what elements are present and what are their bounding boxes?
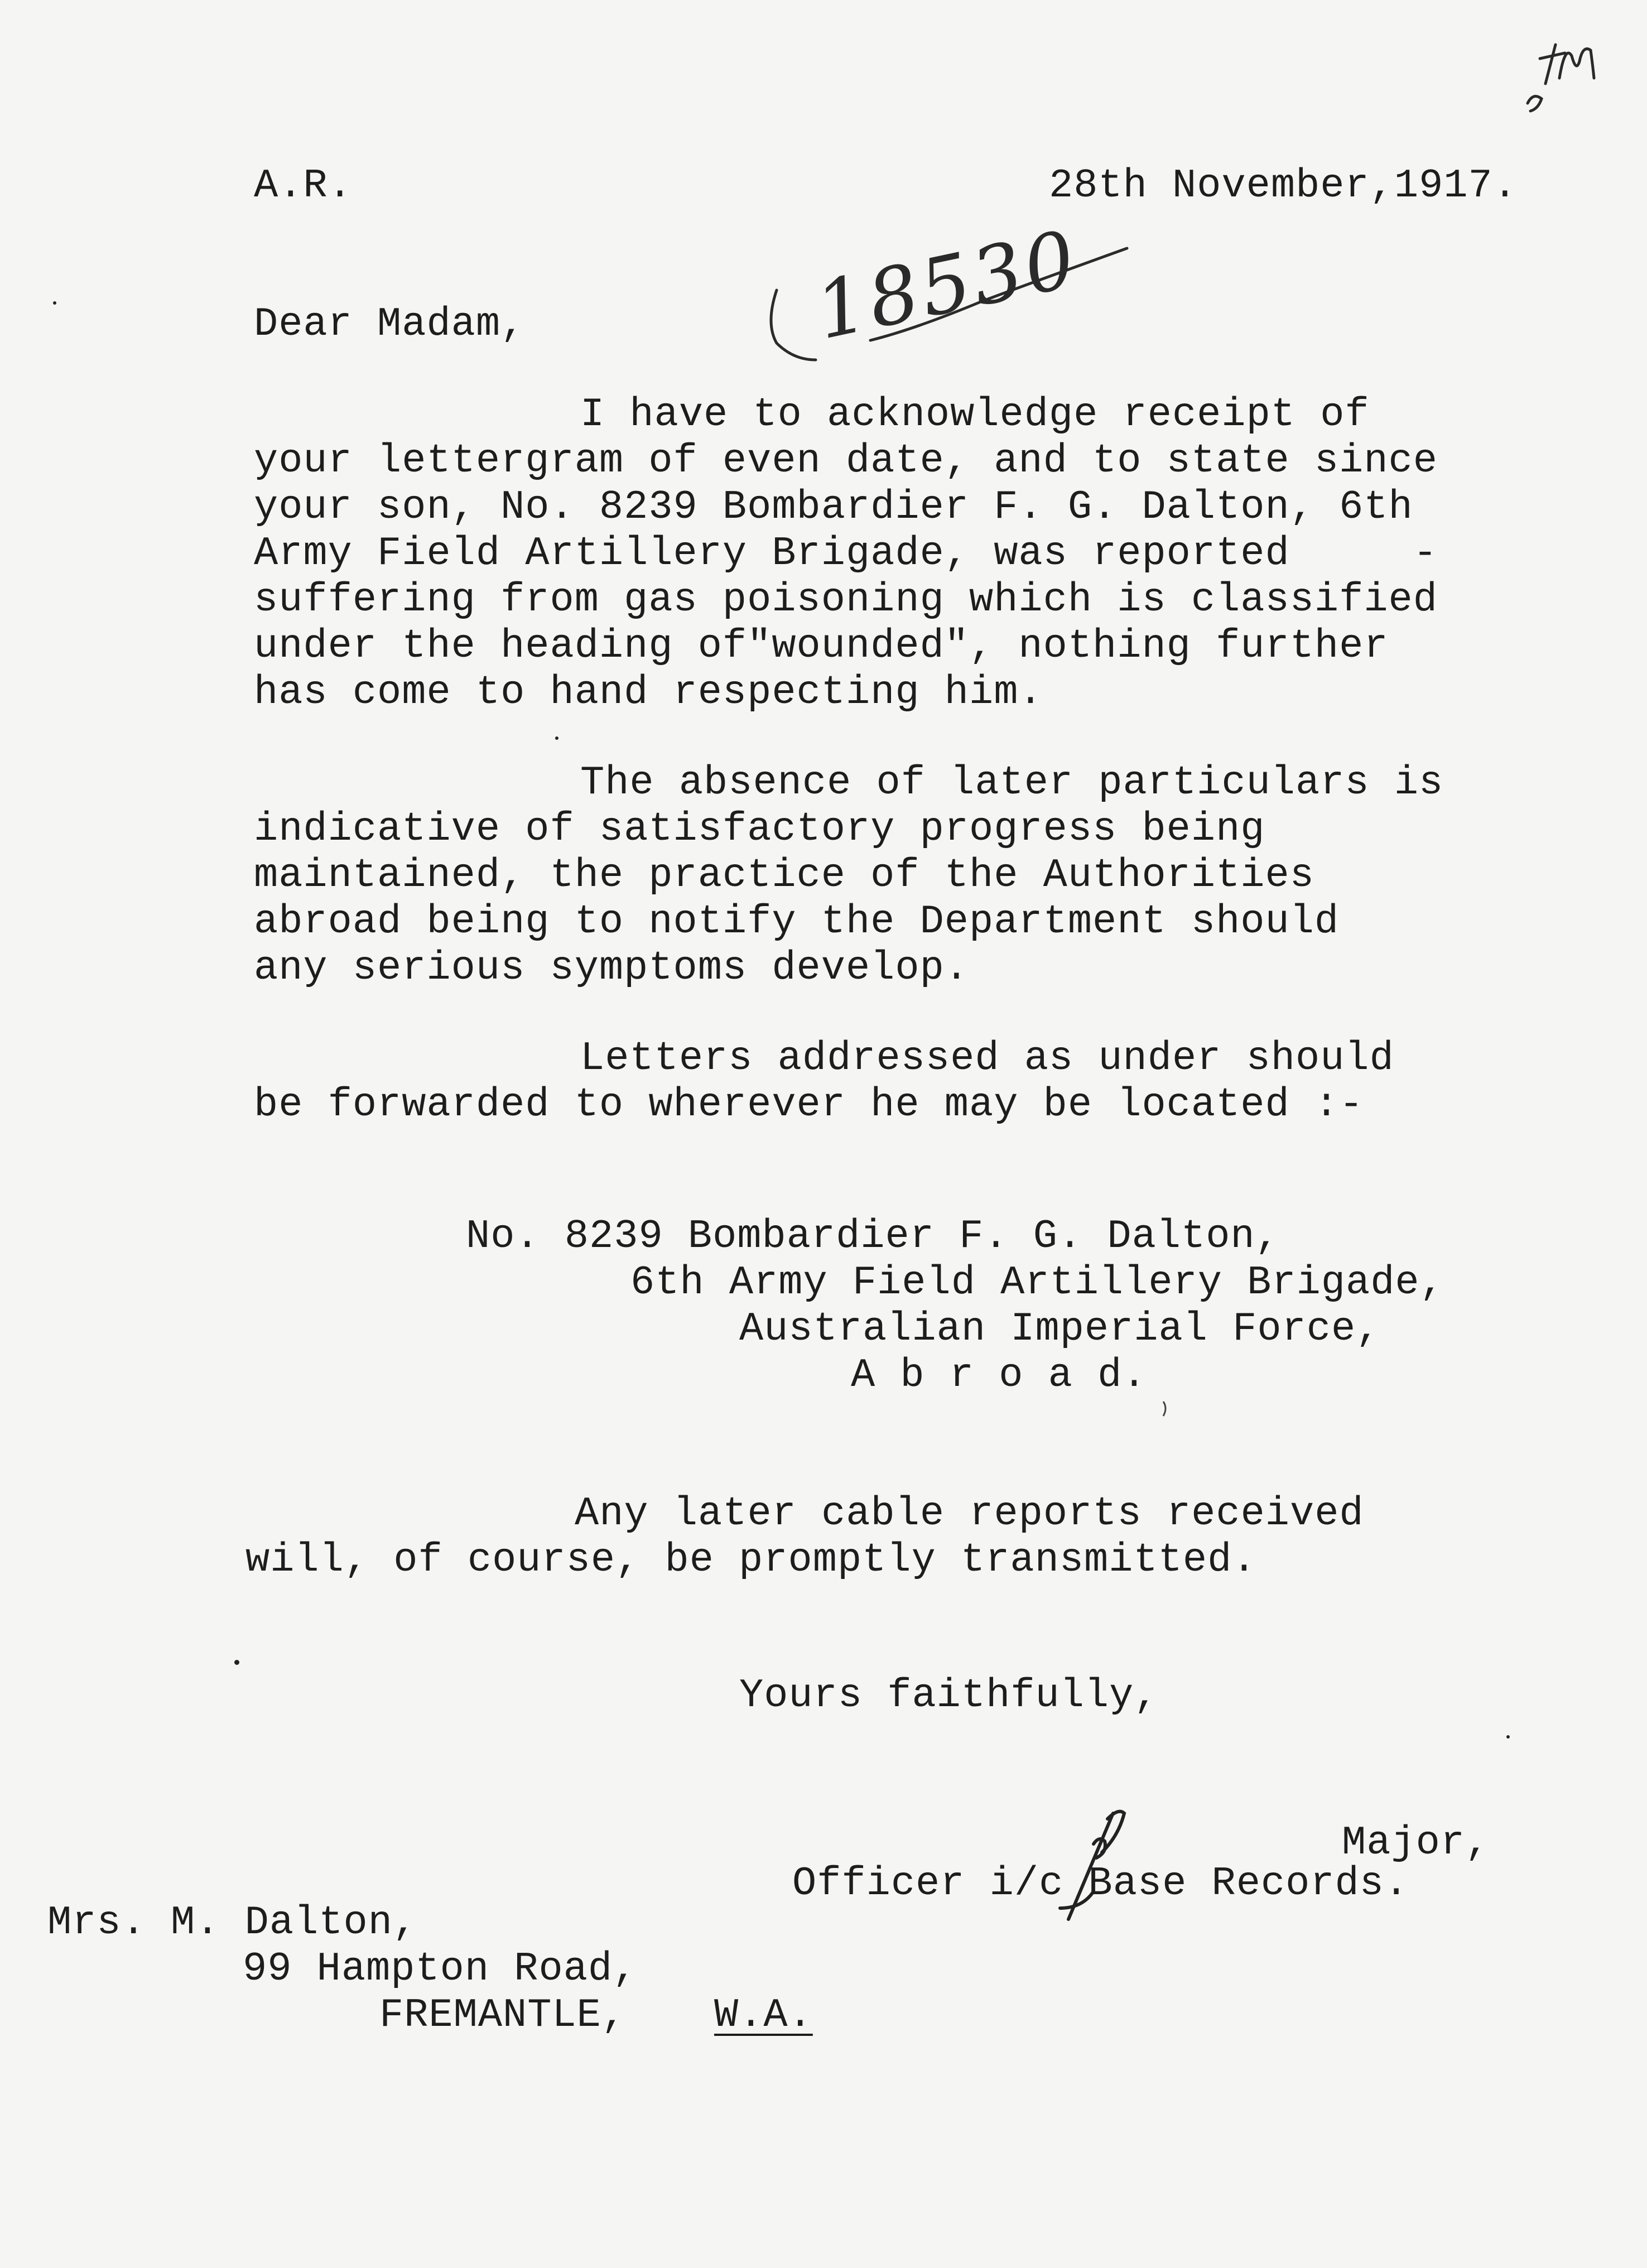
letter-date: 28th November,1917.	[1049, 163, 1518, 209]
recipient-state: W.A.	[714, 1992, 813, 2038]
paragraph-line: Letters addressed as under should	[580, 1036, 1394, 1081]
paragraph-line: under the heading of"wounded", nothing further	[254, 623, 1389, 669]
address-line: 6th Army Field Artillery Brigade,	[630, 1260, 1444, 1306]
paper-speck	[555, 736, 558, 740]
paper-speck	[1506, 1735, 1510, 1739]
paragraph-line: I have to acknowledge receipt of	[580, 392, 1370, 437]
paragraph-line: The absence of later particulars is	[580, 760, 1444, 806]
closing: Yours faithfully,	[739, 1673, 1159, 1718]
paragraph-line: be forwarded to wherever he may be located :-	[254, 1082, 1364, 1128]
paper-speck	[53, 301, 56, 305]
paragraph-line: maintained, the practice of the Authorities	[254, 853, 1314, 898]
paragraph-line: will, of course, be promptly transmitted.	[245, 1537, 1257, 1583]
reference-code: A.R.	[254, 163, 353, 209]
recipient-street: 99 Hampton Road,	[243, 1946, 638, 1992]
paragraph-line: any serious symptoms develop.	[254, 945, 970, 991]
paragraph-line: has come to hand respecting him.	[254, 670, 1043, 715]
address-line: A b r o a d.	[851, 1352, 1147, 1398]
ink-tick	[1163, 1402, 1166, 1416]
paragraph-line: suffering from gas poisoning which is classified	[254, 577, 1438, 623]
paragraph-line: indicative of satisfactory progress being	[254, 806, 1265, 852]
recipient-name: Mrs. M. Dalton,	[47, 1900, 418, 1946]
handwritten-number: 18530	[808, 213, 1087, 358]
address-line: Australian Imperial Force,	[739, 1306, 1381, 1352]
paragraph-line: abroad being to notify the Department should	[254, 899, 1340, 945]
paragraph-line: Any later cable reports received	[575, 1491, 1364, 1537]
paragraph-line: Army Field Artillery Brigade, was reported -	[254, 531, 1438, 576]
signature-rank: Major,	[1342, 1820, 1490, 1866]
paper-speck	[234, 1660, 239, 1665]
signature-title: Officer i/c Base Records.	[792, 1861, 1409, 1906]
salutation: Dear Madam,	[254, 301, 526, 347]
recipient-city: FREMANTLE,	[379, 1992, 627, 2038]
address-line: No. 8239 Bombardier F. G. Dalton,	[466, 1214, 1280, 1259]
paragraph-line: your lettergram of even date, and to state since	[254, 438, 1438, 484]
paragraph-line: your son, No. 8239 Bombardier F. G. Dalton, 6th	[254, 484, 1413, 530]
